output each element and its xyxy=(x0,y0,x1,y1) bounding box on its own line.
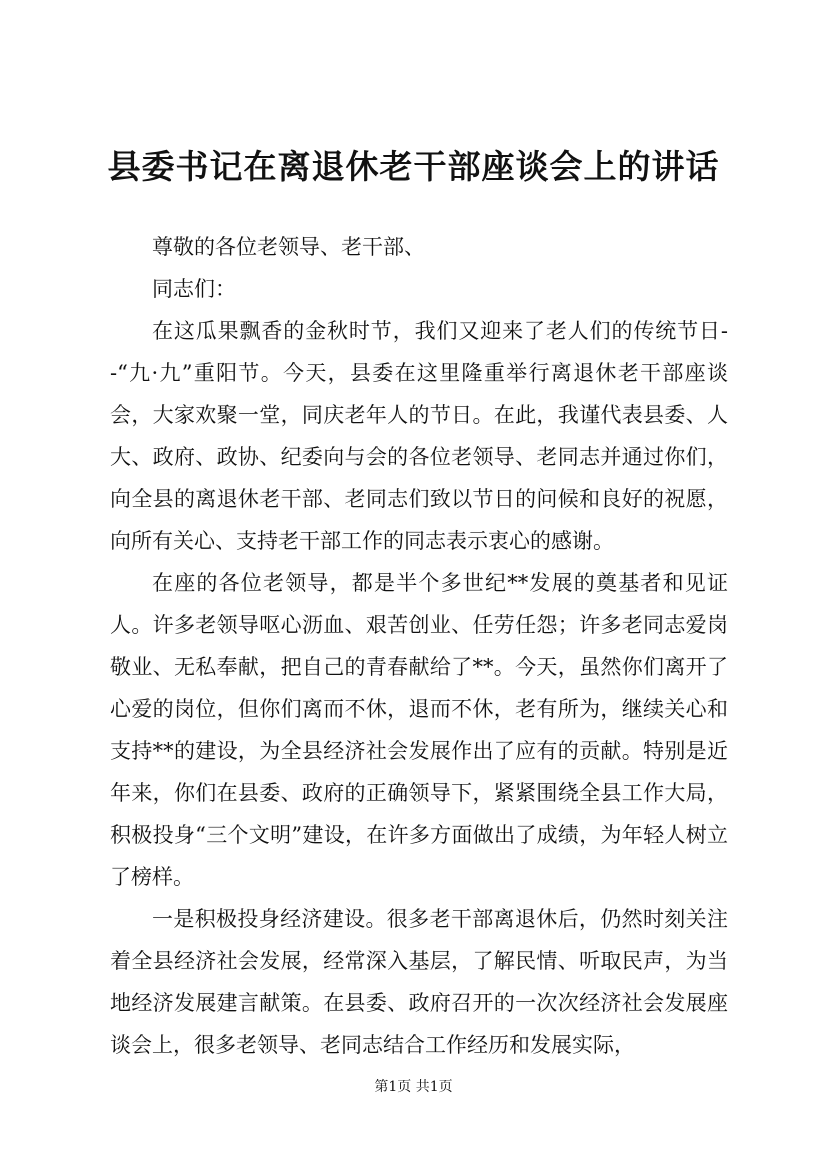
body-paragraph: 在座的各位老领导，都是半个多世纪**发展的奠基者和见证人。许多老领导呕心沥血、艰苦创业、任劳任怨；许多老同志爱岗敬业、无私奉献，把自己的青春献给了**。今天，虽然你们离开了心爱的岗位，但你们离而不休，退而不休，老有所为，继续关心和支持**的建设，为全县经济社会发展作出了应有的贡献。特别是近年来，你们在县委、政府的正确领导下，紧紧围绕全县工作大局，积极投身“三个文明”建设，在许多方面做出了成绩，为年轻人树立了榜样。 xyxy=(110,571,728,889)
salutation-line: 同志们： xyxy=(152,277,236,301)
salutation-line: 尊敬的各位老领导、老干部、 xyxy=(152,235,425,259)
document-title: 县委书记在离退休老干部座谈会上的讲话 xyxy=(107,147,720,186)
document-body xyxy=(110,226,728,1066)
body-paragraph: 在这瓜果飘香的金秋时节，我们又迎来了老人们的传统节日--“九·九”重阳节。今天，县委在这里隆重举行离退休老干部座谈会，大家欢聚一堂，同庆老年人的节日。在此，我谨代表县委、人大、政府、政协、纪委向与会的各位老领导、老同志并通过你们，向全县的离退休老干部、老同志们致以节日的问候和良好的祝愿，向所有关心、支持老干部工作的同志表示衷心的感谢。 xyxy=(110,319,728,553)
page-number-footer: 第1页 共1页 xyxy=(374,1079,453,1095)
body-paragraph: 一是积极投身经济建设。很多老干部离退休后，仍然时刻关注着全县经济社会发展，经常深入基层，了解民情、听取民声，为当地经济发展建言献策。在县委、政府召开的一次次经济社会发展座谈会上，很多老领导、老同志结合工作经历和发展实际， xyxy=(110,907,728,1057)
